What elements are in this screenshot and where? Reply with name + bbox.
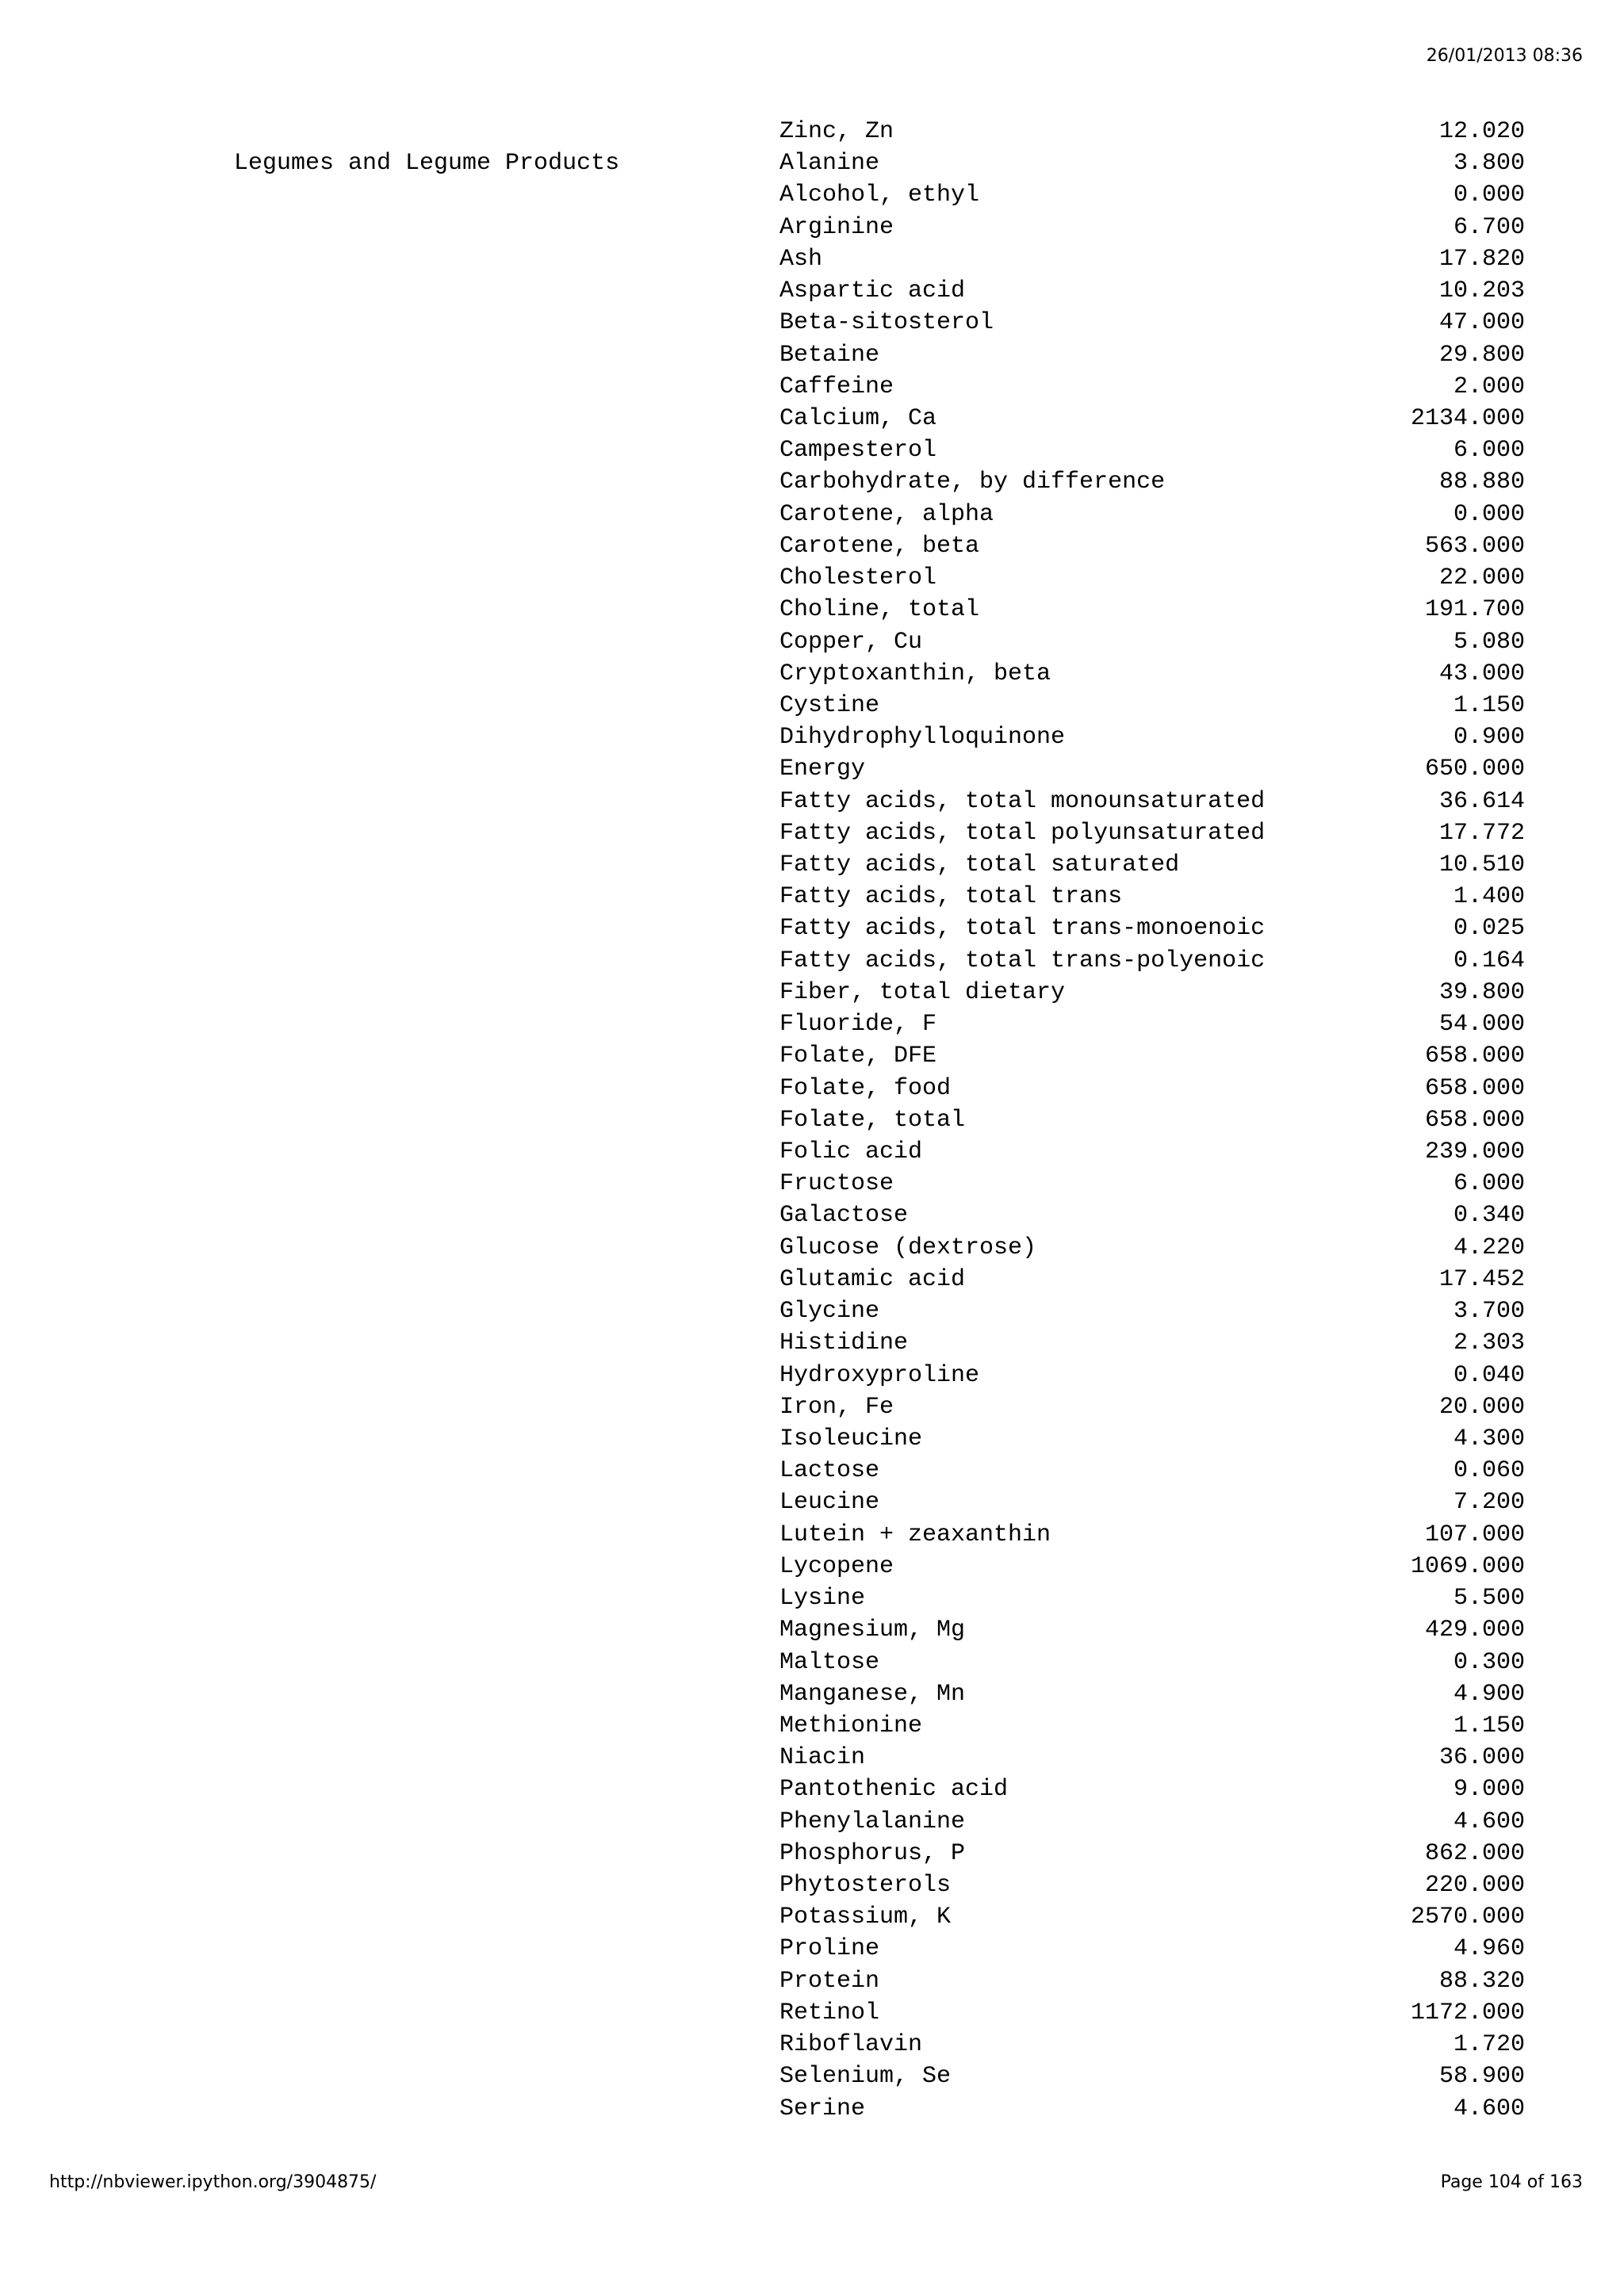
table-row: [779, 307, 1525, 339]
table-row: [779, 1008, 1525, 1040]
nutrient-name: Niacin: [779, 1744, 866, 1772]
nutrient-value: 4.960: [1453, 1935, 1525, 1963]
nutrient-value: 4.300: [1453, 1425, 1525, 1452]
food-group-label: Legumes and Legume Products: [234, 150, 620, 177]
table-row: [779, 243, 1525, 275]
header-timestamp: 26/01/2013 08:36: [1426, 46, 1583, 66]
nutrient-value: 36.000: [1438, 1744, 1525, 1772]
nutrient-name: Selenium, Se: [779, 2063, 952, 2091]
nutrient-name: Zinc, Zn: [779, 118, 894, 145]
nutrient-name: Lutein + zeaxanthin: [779, 1521, 1051, 1548]
nutrient-value: 6.000: [1453, 437, 1525, 465]
nutrient-name: Cryptoxanthin, beta: [779, 660, 1051, 687]
table-row: [779, 626, 1525, 658]
nutrient-name: Ash: [779, 245, 823, 273]
table-row: [779, 1423, 1525, 1455]
table-row: [779, 658, 1525, 690]
nutrient-name: Beta-sitosterol: [779, 309, 994, 337]
table-row: [779, 1678, 1525, 1710]
nutrient-value: 0.000: [1453, 182, 1525, 209]
nutrient-name: Fatty acids, total monounsaturated: [779, 787, 1266, 815]
nutrient-name: Fatty acids, total trans: [779, 883, 1123, 911]
nutrient-value: 6.000: [1453, 1170, 1525, 1198]
nutrient-name: Fatty acids, total trans-polyenoic: [779, 947, 1266, 974]
table-row: [779, 1614, 1525, 1646]
nutrient-name: Protein: [779, 1967, 880, 1995]
nutrient-value: 17.452: [1438, 1265, 1525, 1293]
footer-page-number: Page 104 of 163: [1440, 2172, 1583, 2192]
nutrient-name: Serine: [779, 2095, 866, 2122]
nutrient-name: Arginine: [779, 213, 894, 241]
nutrient-value: 4.600: [1453, 1808, 1525, 1835]
nutrient-name: Pantothenic acid: [779, 1776, 1009, 1804]
table-row: [779, 1360, 1525, 1391]
nutrient-value: 2134.000: [1410, 404, 1525, 432]
nutrient-table: [779, 116, 1525, 2125]
nutrient-name: Cholesterol: [779, 564, 937, 592]
nutrient-value: 2.303: [1453, 1330, 1525, 1357]
nutrient-value: 0.000: [1453, 500, 1525, 528]
table-row: [779, 116, 1525, 147]
nutrient-value: 4.600: [1453, 2095, 1525, 2122]
table-row: [779, 371, 1525, 403]
nutrient-name: Phenylalanine: [779, 1808, 966, 1835]
nutrient-name: Fatty acids, total trans-monoenoic: [779, 915, 1266, 943]
nutrient-value: 3.800: [1453, 150, 1525, 178]
table-row: [779, 1073, 1525, 1104]
nutrient-value: 0.300: [1453, 1648, 1525, 1676]
nutrient-value: 54.000: [1438, 1011, 1525, 1039]
nutrient-name: Glycine: [779, 1298, 880, 1326]
table-row: [779, 1295, 1525, 1327]
table-row: [779, 753, 1525, 785]
nutrient-name: Carotene, alpha: [779, 500, 994, 528]
nutrient-value: 239.000: [1424, 1138, 1525, 1165]
nutrient-value: 6.700: [1453, 213, 1525, 241]
nutrient-name: Folate, food: [779, 1074, 952, 1102]
table-row: [779, 945, 1525, 977]
table-row: [779, 721, 1525, 753]
footer-url: http://nbviewer.ipython.org/3904875/: [49, 2172, 377, 2192]
table-row: [779, 1327, 1525, 1359]
nutrient-value: 4.900: [1453, 1680, 1525, 1708]
nutrient-value: 7.200: [1453, 1489, 1525, 1517]
table-row: [779, 1582, 1525, 1614]
nutrient-name: Leucine: [779, 1489, 880, 1517]
table-row: [779, 849, 1525, 881]
nutrient-value: 29.800: [1438, 341, 1525, 369]
table-row: [779, 2093, 1525, 2125]
table-row: [779, 1136, 1525, 1168]
nutrient-value: 3.700: [1453, 1298, 1525, 1326]
nutrient-name: Calcium, Ca: [779, 404, 937, 432]
nutrient-name: Fiber, total dietary: [779, 978, 1066, 1006]
nutrient-name: Fructose: [779, 1170, 894, 1198]
nutrient-value: 1.720: [1453, 2031, 1525, 2059]
nutrient-name: Cystine: [779, 691, 880, 719]
nutrient-value: 1.150: [1453, 1712, 1525, 1739]
nutrient-value: 88.320: [1438, 1967, 1525, 1995]
nutrient-value: 20.000: [1438, 1393, 1525, 1421]
nutrient-name: Lactose: [779, 1457, 880, 1485]
table-row: [779, 690, 1525, 721]
nutrient-value: 9.000: [1453, 1776, 1525, 1804]
nutrient-value: 2570.000: [1410, 1904, 1525, 1931]
nutrient-name: Galactose: [779, 1202, 909, 1230]
nutrient-name: Methionine: [779, 1712, 923, 1739]
table-row: [779, 594, 1525, 626]
nutrient-value: 47.000: [1438, 309, 1525, 337]
table-row: [779, 1232, 1525, 1264]
nutrient-value: 17.772: [1438, 819, 1525, 847]
nutrient-value: 0.900: [1453, 724, 1525, 752]
table-row: [779, 1806, 1525, 1838]
table-row: [779, 434, 1525, 466]
table-row: [779, 1933, 1525, 1965]
table-row: [779, 1965, 1525, 1997]
table-row: [779, 1455, 1525, 1487]
nutrient-value: 1.400: [1453, 883, 1525, 911]
nutrient-name: Fluoride, F: [779, 1011, 937, 1039]
nutrient-name: Iron, Fe: [779, 1393, 894, 1421]
nutrient-name: Isoleucine: [779, 1425, 923, 1452]
nutrient-name: Copper, Cu: [779, 628, 923, 656]
nutrient-name: Caffeine: [779, 373, 894, 400]
table-row: [779, 1742, 1525, 1774]
table-row: [779, 786, 1525, 817]
nutrient-value: 0.060: [1453, 1457, 1525, 1485]
nutrient-name: Manganese, Mn: [779, 1680, 966, 1708]
nutrient-name: Energy: [779, 756, 866, 783]
nutrient-name: Glucose (dextrose): [779, 1234, 1037, 1261]
table-row: [779, 1200, 1525, 1231]
table-row: [779, 881, 1525, 913]
nutrient-value: 22.000: [1438, 564, 1525, 592]
nutrient-value: 658.000: [1424, 1074, 1525, 1102]
table-row: [779, 913, 1525, 944]
table-row: [779, 1869, 1525, 1901]
table-row: [779, 1551, 1525, 1582]
nutrient-value: 0.164: [1453, 947, 1525, 974]
nutrient-value: 650.000: [1424, 756, 1525, 783]
nutrient-name: Glutamic acid: [779, 1265, 966, 1293]
nutrient-name: Folate, DFE: [779, 1043, 937, 1070]
nutrient-value: 10.203: [1438, 277, 1525, 305]
table-row: [779, 817, 1525, 849]
nutrient-value: 0.040: [1453, 1361, 1525, 1389]
table-row: [779, 1168, 1525, 1200]
table-row: [779, 1838, 1525, 1869]
nutrient-name: Histidine: [779, 1330, 909, 1357]
nutrient-value: 563.000: [1424, 532, 1525, 560]
nutrient-value: 5.500: [1453, 1585, 1525, 1613]
table-row: [779, 1647, 1525, 1678]
nutrient-value: 43.000: [1438, 660, 1525, 687]
nutrient-name: Riboflavin: [779, 2031, 923, 2059]
nutrient-name: Aspartic acid: [779, 277, 966, 305]
nutrient-value: 1172.000: [1410, 1999, 1525, 2026]
nutrient-name: Lycopene: [779, 1552, 894, 1580]
nutrient-value: 88.880: [1438, 469, 1525, 496]
nutrient-name: Campesterol: [779, 437, 937, 465]
nutrient-value: 658.000: [1424, 1106, 1525, 1134]
table-row: [779, 275, 1525, 307]
nutrient-value: 0.025: [1453, 915, 1525, 943]
nutrient-name: Fatty acids, total saturated: [779, 851, 1180, 879]
table-row: [779, 212, 1525, 243]
nutrient-value: 1.150: [1453, 691, 1525, 719]
nutrient-name: Proline: [779, 1935, 880, 1963]
nutrient-value: 191.700: [1424, 596, 1525, 624]
nutrient-value: 0.340: [1453, 1202, 1525, 1230]
nutrient-value: 36.614: [1438, 787, 1525, 815]
nutrient-name: Alcohol, ethyl: [779, 182, 980, 209]
nutrient-value: 658.000: [1424, 1043, 1525, 1070]
table-row: [779, 499, 1525, 530]
nutrient-name: Dihydrophylloquinone: [779, 724, 1066, 752]
table-row: [779, 339, 1525, 371]
nutrient-value: 10.510: [1438, 851, 1525, 879]
table-row: [779, 1391, 1525, 1423]
table-row: [779, 2029, 1525, 2061]
table-row: [779, 1710, 1525, 1742]
table-row: [779, 1487, 1525, 1518]
nutrient-name: Maltose: [779, 1648, 880, 1676]
nutrient-value: 58.900: [1438, 2063, 1525, 2091]
table-row: [779, 1040, 1525, 1072]
table-row: [779, 1519, 1525, 1551]
nutrient-name: Lysine: [779, 1585, 866, 1613]
table-row: [779, 1264, 1525, 1295]
nutrient-name: Fatty acids, total polyunsaturated: [779, 819, 1266, 847]
nutrient-name: Betaine: [779, 341, 880, 369]
nutrient-name: Magnesium, Mg: [779, 1617, 966, 1644]
table-row: [779, 1901, 1525, 1933]
nutrient-name: Folate, total: [779, 1106, 966, 1134]
nutrient-name: Phytosterols: [779, 1872, 952, 1900]
nutrient-name: Hydroxyproline: [779, 1361, 980, 1389]
table-row: [779, 179, 1525, 211]
table-row: [779, 530, 1525, 562]
nutrient-value: 862.000: [1424, 1839, 1525, 1867]
nutrient-value: 39.800: [1438, 978, 1525, 1006]
table-row: [779, 2061, 1525, 2092]
table-row: [779, 1774, 1525, 1805]
nutrient-value: 2.000: [1453, 373, 1525, 400]
nutrient-name: Carbohydrate, by difference: [779, 469, 1166, 496]
nutrient-value: 4.220: [1453, 1234, 1525, 1261]
nutrient-value: 17.820: [1438, 245, 1525, 273]
nutrient-value: 429.000: [1424, 1617, 1525, 1644]
nutrient-name: Retinol: [779, 1999, 880, 2026]
table-row: [779, 147, 1525, 179]
table-row: [779, 1104, 1525, 1136]
nutrient-value: 220.000: [1424, 1872, 1525, 1900]
table-row: [779, 403, 1525, 434]
nutrient-name: Potassium, K: [779, 1904, 952, 1931]
nutrient-name: Carotene, beta: [779, 532, 980, 560]
nutrient-name: Folic acid: [779, 1138, 923, 1165]
nutrient-name: Choline, total: [779, 596, 980, 624]
nutrient-value: 5.080: [1453, 628, 1525, 656]
table-row: [779, 562, 1525, 594]
nutrient-value: 107.000: [1424, 1521, 1525, 1548]
nutrient-value: 1069.000: [1410, 1552, 1525, 1580]
nutrient-value: 12.020: [1438, 118, 1525, 145]
nutrient-name: Phosphorus, P: [779, 1839, 966, 1867]
table-row: [779, 1997, 1525, 2029]
nutrient-name: Alanine: [779, 150, 880, 178]
table-row: [779, 977, 1525, 1008]
table-row: [779, 466, 1525, 498]
